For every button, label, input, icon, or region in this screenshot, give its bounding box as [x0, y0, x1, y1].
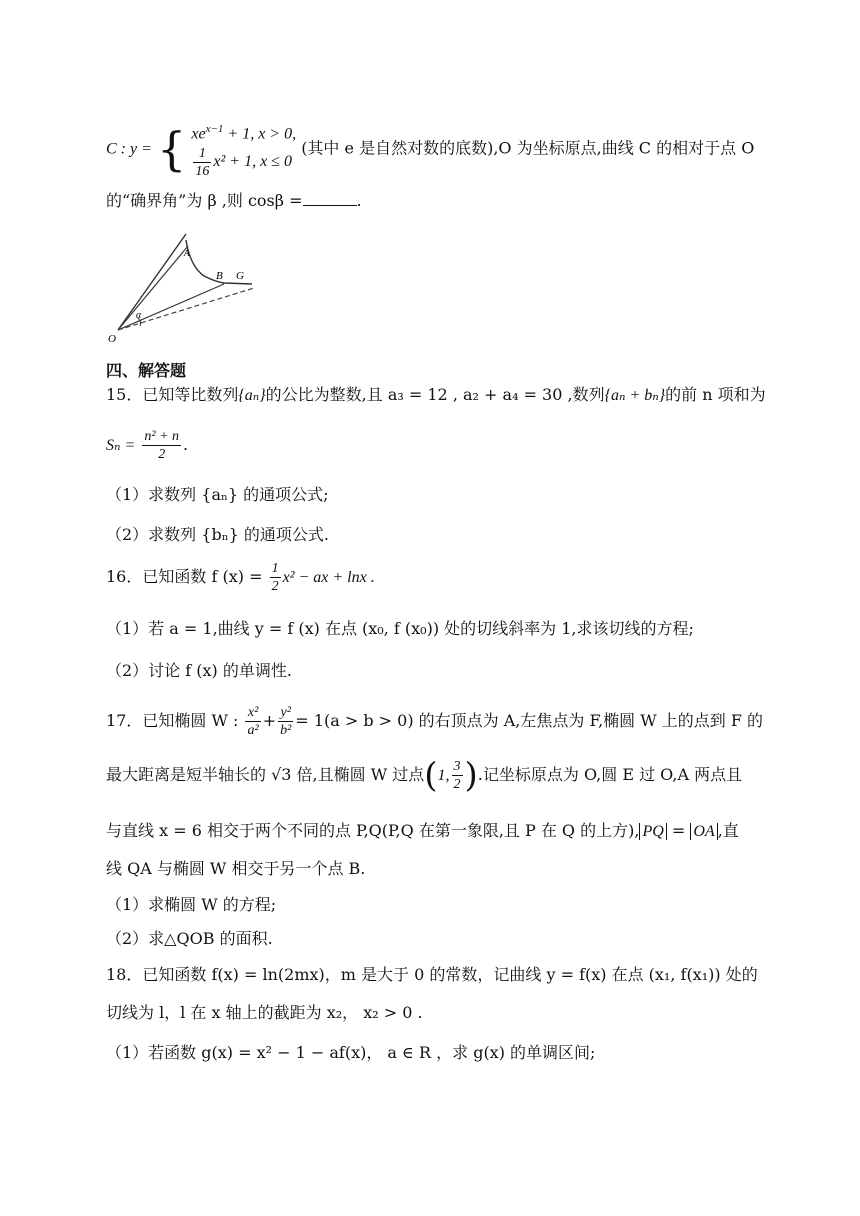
- q14-case1: $xe^{x-1} + 1$, x > 0,: [191, 123, 297, 143]
- q15-number: 15．: [106, 385, 143, 404]
- q15-sn: Sₙ = $\frac{\text{n² + n}}{2}$ .: [106, 429, 189, 462]
- label-b: B: [216, 270, 223, 282]
- q14-function-def: [106, 118, 764, 180]
- q18-line2: 切线为 l，l 在 x 轴上的截距为 x₂， x₂ > 0 .: [106, 1003, 423, 1022]
- q17-number: 17．: [106, 711, 143, 730]
- section-title: 四、解答题: [106, 361, 187, 380]
- q16-number: 16．: [106, 567, 143, 586]
- q18-line1: 18．已知函数 f(x) = ln(2mx)，m 是大于 0 的常数，记曲线 y = f(x) 在点 (x₁, f(x₁)) 处的: [106, 965, 758, 984]
- q15-part2: （2）求数列 {bₙ} 的通项公式.: [106, 525, 329, 544]
- q17-part2: （2）求△QOB 的面积.: [106, 929, 273, 948]
- q17-stem: 17．已知椭圆 W : $\frac{\text{x²}}{\text{a²}}$ + $\frac{\text{y²}}{\text{b²}}$ = 1(a > b > 0) 的右顶点为 A,左焦点为 F,椭圆 W 上的点到 F 的: [106, 705, 764, 738]
- ray-oa: [118, 246, 188, 330]
- q17-part1: （1）求椭圆 W 的方程;: [106, 895, 277, 914]
- label-a: A: [184, 248, 190, 258]
- q14-note: (其中 e 是自然对数的底数),: [301, 138, 499, 158]
- q17-line4: 线 QA 与椭圆 W 相交于另一个点 B.: [106, 859, 366, 878]
- label-o: O: [108, 333, 116, 345]
- dashed-asymptote: [118, 288, 254, 330]
- q16-stem: 16．已知函数 f (x) = $\frac{1}{2}$ x² − ax + lnx .: [106, 561, 375, 594]
- q15-stem: 15．已知等比数列{aₙ}的公比为整数,且 a₃ = 12 , a₂ + a₄ = 30 ,数列{aₙ + bₙ}的前 n 项和为: [106, 385, 766, 404]
- q14-line2: 的“确界角”为 β ,则 cosβ = .: [106, 191, 362, 210]
- label-g: G: [236, 270, 244, 282]
- q17-line3: 与直线 x = 6 相交于两个不同的点 P,Q(P,Q 在第一象限,且 P 在 Q 的上方), PQ = OA ,直: [106, 821, 739, 840]
- q18-number: 18．: [106, 965, 143, 984]
- q14-case2: $\frac{1}{16}$ x² + 1, x ≤ 0: [195, 146, 292, 180]
- q15-part1: （1）求数列 {aₙ} 的通项公式;: [106, 485, 329, 504]
- answer-blank[interactable]: [303, 190, 357, 206]
- q14-lhs: C : y =: [106, 140, 152, 158]
- q14-figure: [104, 226, 264, 346]
- label-alpha: α: [136, 310, 142, 321]
- q17-line2: 最大距离是短半轴长的 √3 倍,且椭圆 W 过点(1, $\frac{3}{2}$ ).记坐标原点为 O,圆 E 过 O,A 两点且: [106, 755, 743, 796]
- q14-cases: [191, 118, 296, 180]
- q18-part1: （1）若函数 g(x) = x² − 1 − af(x)， a ∈ R ，求 g(x) 的单调区间;: [106, 1043, 596, 1062]
- q16-part1: （1）若 a = 1,曲线 y = f (x) 在点 (x₀, f (x₀)) 处的切线斜率为 1,求该切线的方程;: [106, 619, 694, 638]
- q14-tail: O 为坐标原点,曲线 C 的相对于点 O: [498, 138, 755, 158]
- q14-brace: {: [157, 122, 187, 177]
- q16-part2: （2）讨论 f (x) 的单调性.: [106, 661, 292, 680]
